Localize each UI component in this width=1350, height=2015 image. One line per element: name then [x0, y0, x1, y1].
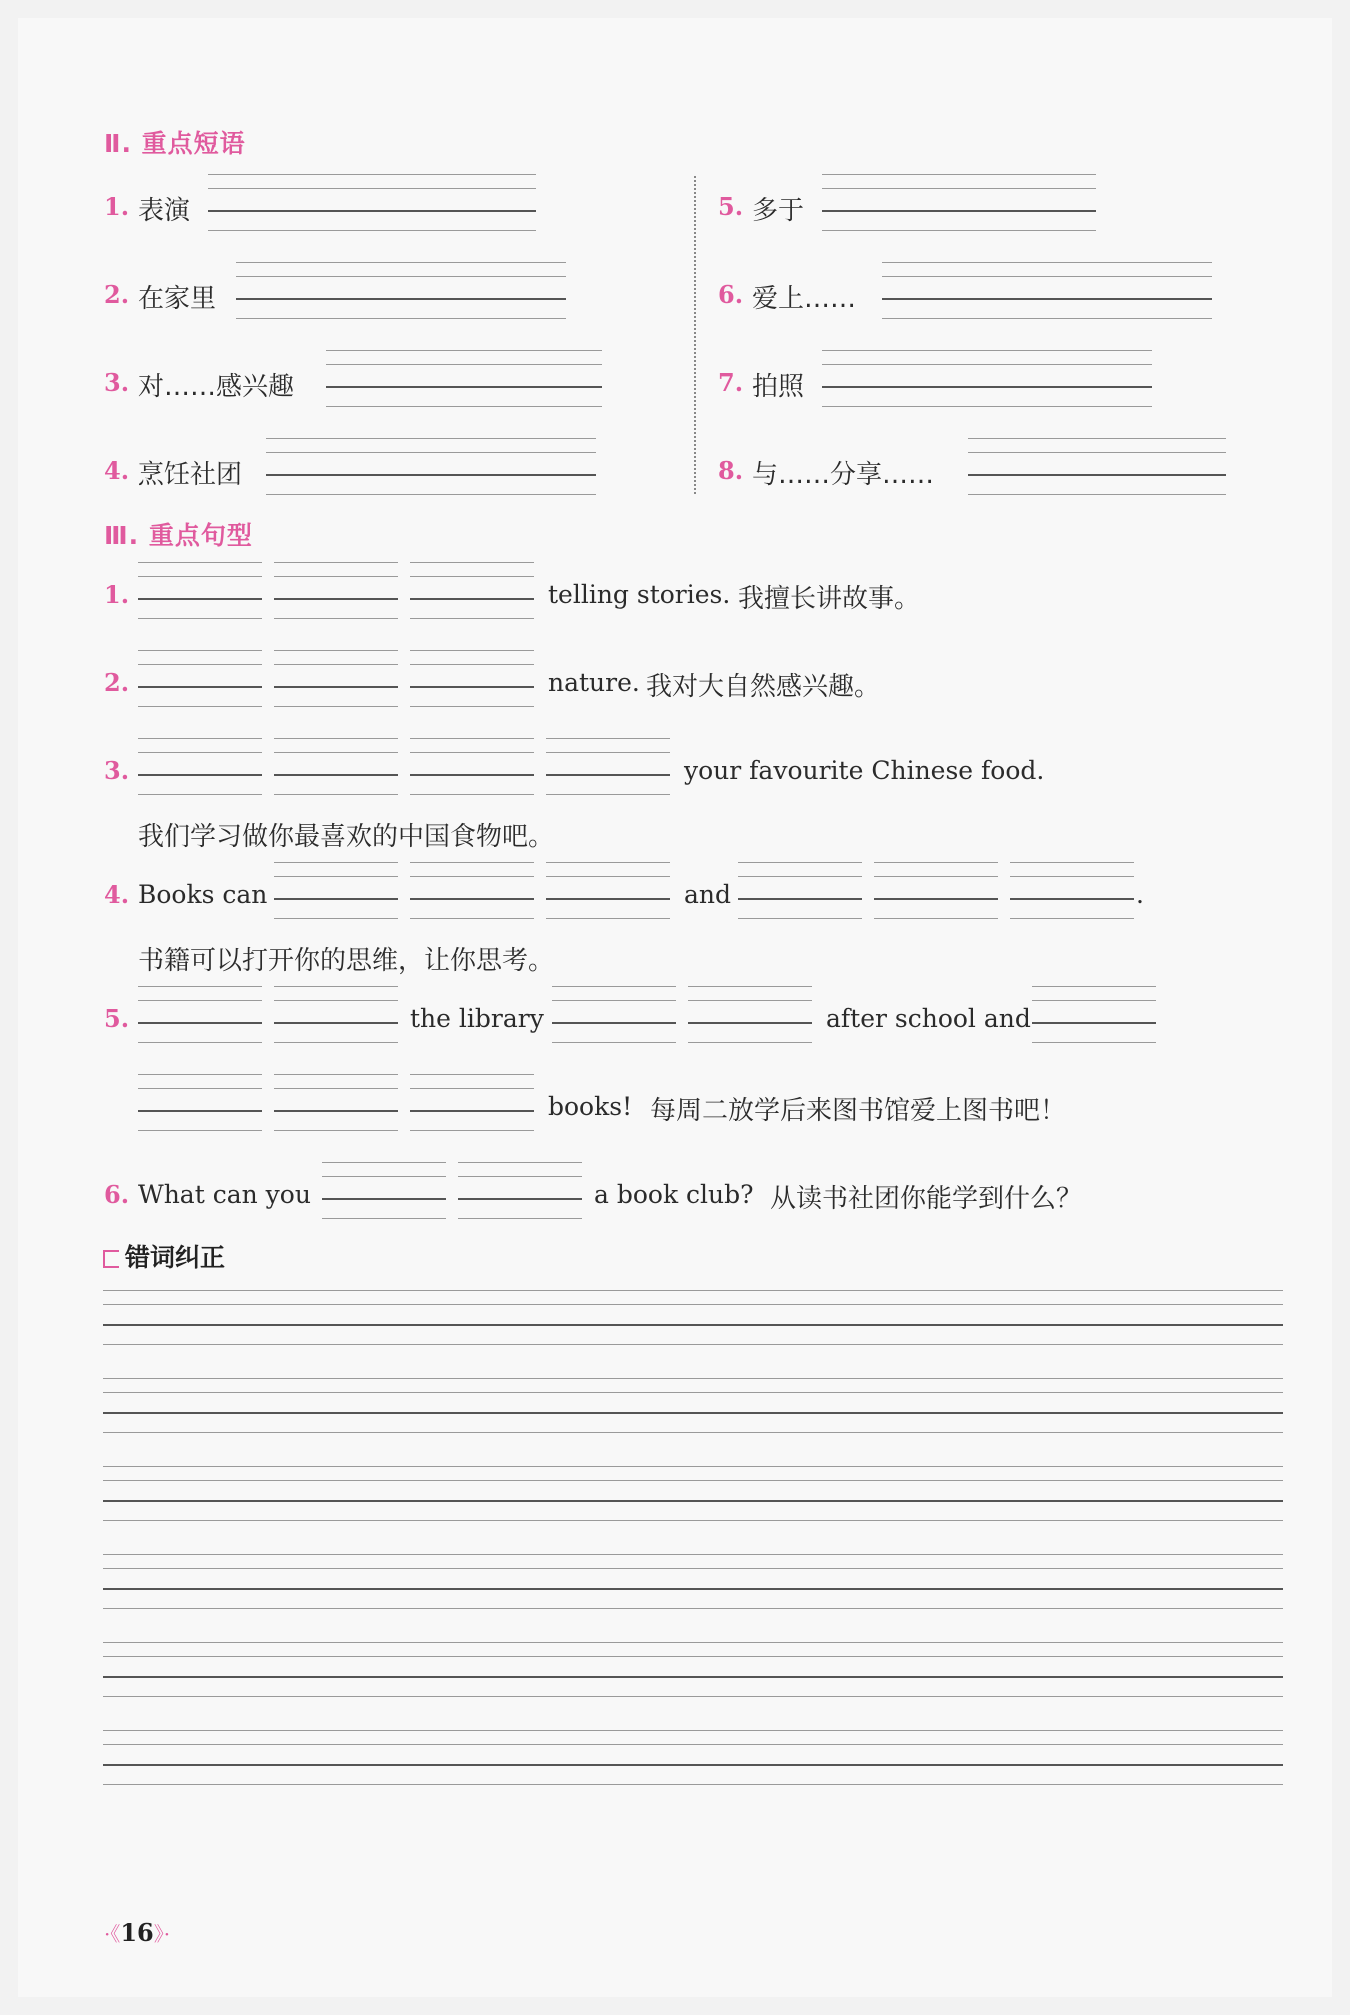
- section-3-title: Ⅲ. 重点句型: [104, 521, 253, 550]
- sentence-number: 6.: [104, 1180, 130, 1209]
- answer-blank[interactable]: [410, 1074, 534, 1132]
- phrase-number: 6.: [718, 280, 744, 309]
- sentence-text: a book club?: [594, 1180, 754, 1209]
- answer-blank[interactable]: [546, 738, 670, 796]
- phrase-text: 爱上……: [752, 284, 857, 314]
- answer-blank[interactable]: [274, 738, 398, 796]
- answer-blank[interactable]: [882, 262, 1212, 320]
- sentence-text: nature.: [548, 668, 640, 697]
- phrase-number: 1.: [104, 192, 130, 221]
- sentence-text: the library: [410, 1004, 544, 1033]
- sentence-1: [104, 576, 1284, 616]
- answer-blank[interactable]: [410, 738, 534, 796]
- answer-blank[interactable]: [274, 862, 398, 920]
- answer-blank[interactable]: [410, 650, 534, 708]
- phrase-text: 与……分享……: [752, 460, 935, 490]
- sentence-translation: 每周二放学后来图书馆爱上图书吧！: [650, 1096, 1067, 1126]
- answer-blank[interactable]: [1032, 986, 1156, 1044]
- sentence-translation: 书籍可以打开你的思维，让你思考。: [138, 946, 555, 976]
- page-number-ornament-right: 》·: [153, 1922, 171, 1946]
- sentence-text: your favourite Chinese food.: [684, 756, 1045, 785]
- page-number: ·《16》·: [104, 1918, 171, 1947]
- answer-blank[interactable]: [274, 1074, 398, 1132]
- sentence-translation: 从读书社团你能学到什么？: [770, 1184, 1083, 1214]
- answer-blank[interactable]: [138, 562, 262, 620]
- answer-blank[interactable]: [326, 350, 602, 408]
- sentence-number: 5.: [104, 1004, 130, 1033]
- answer-blank[interactable]: [208, 174, 536, 232]
- section-2-title: Ⅱ. 重点短语: [104, 129, 246, 158]
- phrase-number: 8.: [718, 456, 744, 485]
- answer-blank[interactable]: [822, 174, 1096, 232]
- writing-line-2[interactable]: [103, 1378, 1283, 1438]
- answer-blank[interactable]: [546, 862, 670, 920]
- answer-blank[interactable]: [968, 438, 1226, 496]
- answer-blank[interactable]: [1010, 862, 1134, 920]
- writing-line-6[interactable]: [103, 1730, 1283, 1790]
- phrase-text: 多于: [752, 196, 805, 226]
- answer-blank[interactable]: [138, 738, 262, 796]
- answer-blank[interactable]: [138, 1074, 262, 1132]
- sentence-text: and: [684, 880, 732, 909]
- sentence-2: [104, 664, 1284, 704]
- sentence-5: [104, 1000, 1284, 1040]
- sentence-text: telling stories.: [548, 580, 731, 609]
- sentence-text: What can you: [138, 1180, 311, 1209]
- writing-line-5[interactable]: [103, 1642, 1283, 1702]
- answer-blank[interactable]: [236, 262, 566, 320]
- phrase-number: 3.: [104, 368, 130, 397]
- answer-blank[interactable]: [688, 986, 812, 1044]
- sentence-number: 3.: [104, 756, 130, 785]
- answer-blank[interactable]: [738, 862, 862, 920]
- answer-blank[interactable]: [458, 1162, 582, 1220]
- writing-line-1[interactable]: [103, 1290, 1283, 1350]
- phrase-text: 烹饪社团: [138, 460, 243, 490]
- answer-blank[interactable]: [274, 986, 398, 1044]
- sentence-number: 1.: [104, 580, 130, 609]
- answer-blank[interactable]: [410, 862, 534, 920]
- answer-blank[interactable]: [322, 1162, 446, 1220]
- phrase-number: 7.: [718, 368, 744, 397]
- answer-blank[interactable]: [274, 650, 398, 708]
- sentence-translation: 我对大自然感兴趣。: [646, 672, 881, 702]
- phrase-text: 拍照: [752, 372, 805, 402]
- sentence-text: Books can: [138, 880, 268, 909]
- answer-blank[interactable]: [410, 562, 534, 620]
- answer-blank[interactable]: [138, 650, 262, 708]
- sentence-translation: 我们学习做你最喜欢的中国食物吧。: [138, 822, 555, 852]
- sentence-4: [104, 876, 1284, 916]
- answer-blank[interactable]: [822, 350, 1152, 408]
- sentence-3: [104, 752, 1284, 792]
- phrase-text: 在家里: [138, 284, 217, 314]
- sentence-number: 2.: [104, 668, 130, 697]
- sentence-text: .: [1136, 880, 1144, 909]
- sentence-6: [104, 1176, 1284, 1216]
- phrase-number: 5.: [718, 192, 744, 221]
- answer-blank[interactable]: [874, 862, 998, 920]
- phrase-text: 对……感兴趣: [138, 372, 295, 402]
- answer-blank[interactable]: [266, 438, 596, 496]
- sentence-text: books!: [548, 1092, 633, 1121]
- sentence-text: after school and: [826, 1004, 1031, 1033]
- sentence-translation: 我擅长讲故事。: [738, 584, 921, 614]
- sentence-number: 4.: [104, 880, 130, 909]
- writing-line-4[interactable]: [103, 1554, 1283, 1614]
- phrase-text: 表演: [138, 196, 191, 226]
- correction-title: 错词纠正: [103, 1238, 225, 1274]
- answer-blank[interactable]: [138, 986, 262, 1044]
- sentence-5-continued: [104, 1088, 1284, 1128]
- note-icon: [103, 1250, 119, 1268]
- writing-line-3[interactable]: [103, 1466, 1283, 1526]
- column-divider: [694, 176, 696, 494]
- page-number-ornament-left: ·《: [104, 1922, 121, 1946]
- phrase-number: 4.: [104, 456, 130, 485]
- phrase-number: 2.: [104, 280, 130, 309]
- answer-blank[interactable]: [552, 986, 676, 1044]
- answer-blank[interactable]: [274, 562, 398, 620]
